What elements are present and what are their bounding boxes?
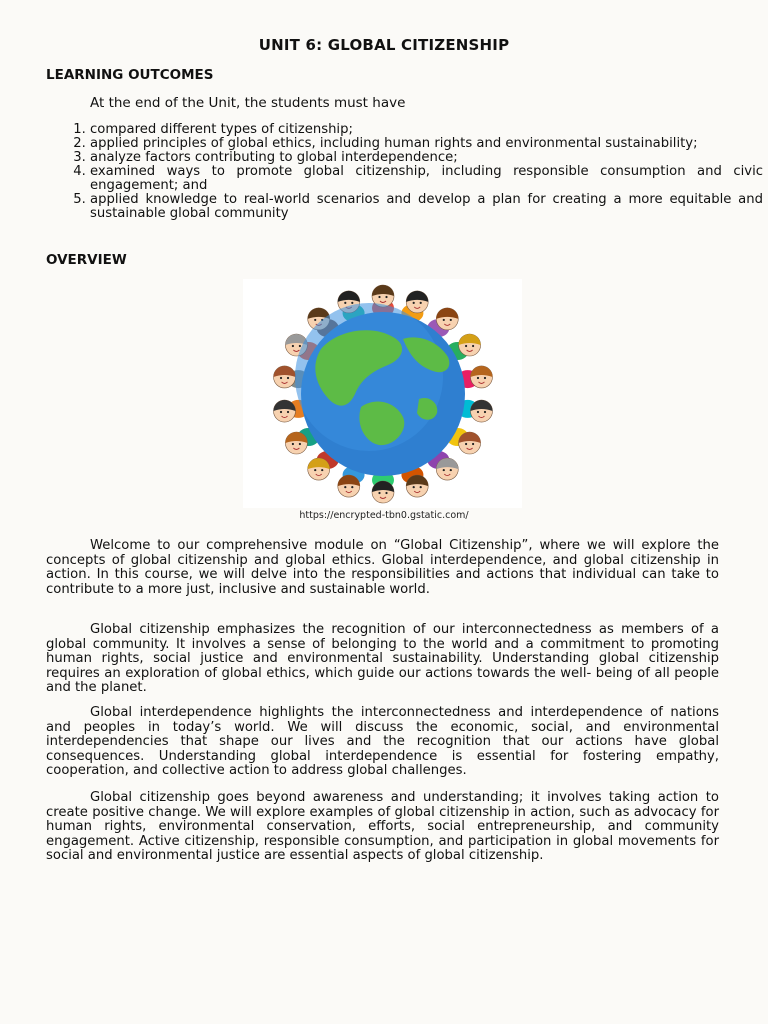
learning-outcomes-heading: LEARNING OUTCOMES: [46, 67, 214, 83]
outcome-item: 2. applied principles of global ethics, including human rights and environmental sustainability;: [90, 137, 763, 151]
learning-outcomes-list: [46, 123, 763, 221]
page-title: UNIT 6: GLOBAL CITIZENSHIP: [258, 36, 510, 54]
overview-paragraph: Welcome to our comprehensive module on “Global Citizenship”, where we will explore the concepts of global citizenship and global ethics. Global interdependence, and global citizenship in action. In this course, we will delve into the responsibilities and actions that individual can take to contribute to a more just, inclusive and sustainable world.: [46, 538, 719, 597]
learning-outcomes-lead: At the end of the Unit, the students must have: [90, 95, 406, 111]
overview-paragraph: Global citizenship goes beyond awareness and understanding; it involves taking action to create positive change. We will explore examples of global citizenship in action, such as advocacy for human rights, environmental conservation, efforts, social entrepreneurship, and community engagement. Active citizenship, responsible consumption, and participation in global movements for social and environmental justice are essential aspects of global citizenship.: [46, 790, 719, 864]
globe-with-children-icon: [243, 279, 522, 508]
image-caption: https://encrypted-tbn0.gstatic.com/: [299, 510, 469, 521]
outcome-item: 5. applied knowledge to real-world scenarios and develop a plan for creating a more equitable and sustainable global community: [90, 193, 763, 221]
outcome-item: 3. analyze factors contributing to global interdependence;: [90, 151, 763, 165]
outcome-item: 4. examined ways to promote global citizenship, including responsible consumption and civic engagement; and: [90, 165, 763, 193]
outcome-item: 1. compared different types of citizenship;: [90, 123, 763, 137]
overview-paragraph: Global interdependence highlights the interconnectedness and interdependence of nations and peoples in today’s world. We will discuss the economic, social, and environmental interdependencies that shape our lives and the recognition that our actions have global consequences. Understanding global interdependence is essential for fostering empathy, cooperation, and collective action to address global challenges.: [46, 705, 719, 779]
overview-heading: OVERVIEW: [46, 252, 127, 268]
overview-paragraph: Global citizenship emphasizes the recognition of our interconnectedness as members of a global community. It involves a sense of belonging to the world and a commitment to promoting human rights, social justice and environmental sustainability. Understanding global citizenship requires an exploration of global ethics, which guide our actions towards the well- being of all people and the planet.: [46, 622, 719, 696]
